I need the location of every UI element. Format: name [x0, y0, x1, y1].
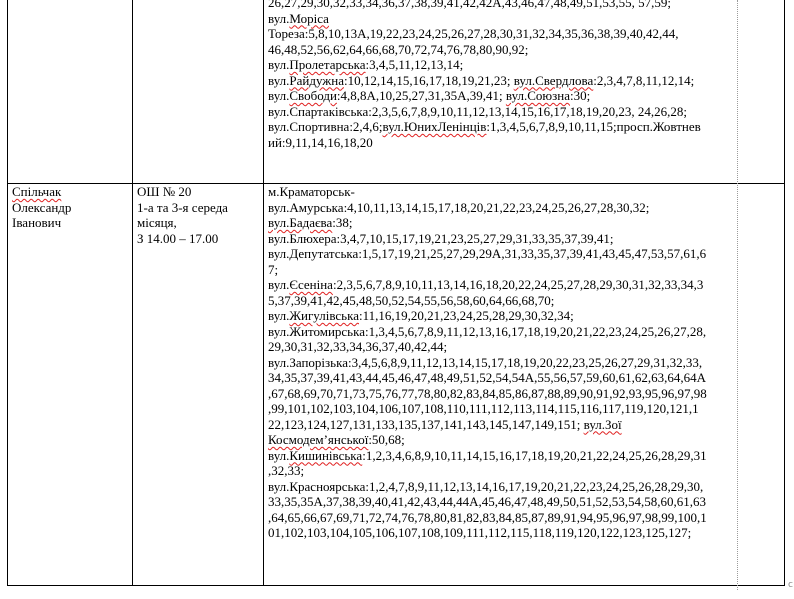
text-run: вул. [268, 88, 290, 103]
street-line [268, 88, 782, 104]
street-line [268, 448, 782, 464]
text-run: :50,68; [368, 432, 405, 447]
street-line [268, 262, 782, 278]
underlined-text: Космодем’янської [268, 432, 369, 447]
street-line [268, 510, 782, 526]
underlined-text: Жигулівська [289, 308, 359, 323]
underlined-text: Пролетарська [289, 57, 366, 72]
underlined-text: Свободи [289, 88, 337, 103]
street-line [268, 231, 782, 247]
street-line [268, 73, 782, 89]
name-cell-empty [8, 0, 133, 184]
street-line [268, 119, 782, 135]
text-run: :1,2,3,4,6,8,9,10,11,14,15,16,17,18,19,20,21,22,24,25,26,28,29,31 [362, 447, 707, 463]
text-run: 01,102,103,104,105,106,107,108,109,111,112,115,118,119,120,122,123,125,127; [268, 525, 692, 540]
street-line [268, 401, 782, 417]
text-run: вул.Красноярська:1,2,4,7,8,9,11,12,13,14,16,17,19,20,21,22,23,24,25,26,28,29,30, [268, 478, 704, 494]
underlined-text: Кишинівська [289, 447, 363, 463]
street-line [268, 0, 782, 11]
text-run: вул.Спортивна:2,4,6; [268, 119, 383, 134]
street-line [268, 57, 782, 73]
street-line [268, 525, 782, 541]
place-cell [133, 184, 264, 586]
street-line [268, 135, 782, 151]
street-line [268, 104, 782, 120]
place-cell-empty [133, 0, 264, 184]
underlined-text: вул.Свердлова [513, 72, 594, 88]
text-run: 26,27,29,30,32,33,34,36,37,38,39,41,42,42А,43,46,47,48,49,51,53,55, 57,59; [268, 0, 671, 10]
name-line: Олександр [12, 199, 72, 215]
underlined-text: Єсеніна [289, 277, 333, 292]
text-run: :11,16,19,20,21,23,24,25,28,29,30,32,34; [359, 308, 574, 323]
text-run: ,67,68,69,70,71,73,75,76,77,78,80,82,83,84,85,86,87,88,89,90,91,92,93,95,96,97,98 [268, 385, 707, 401]
street-line [268, 339, 782, 355]
street-line [268, 200, 782, 216]
text-run: вул.Блюхера:3,4,7,10,15,17,19,21,23,25,27,29,31,33,35,37,39,41; [268, 230, 614, 246]
text-run: вул. [268, 57, 290, 72]
text-run: :1,3,4,5,6,7,8,9,10,11,15;просп.Жовтнев [486, 119, 701, 134]
text-run: вул. [268, 308, 290, 323]
street-line [268, 42, 782, 58]
street-line [268, 355, 782, 371]
street-line [268, 463, 782, 479]
text-run: 5,37,39,41,42,45,48,50,52,54,55,56,58,60,64,66,68,70; [268, 292, 555, 308]
table-row [8, 184, 785, 586]
underlined-text: вул.Бадаєва [268, 215, 333, 230]
text-run: вул. [268, 447, 290, 463]
text-run: 33,35,35А,37,38,39,40,41,42,43,44,44А,45,46,47,48,49,50,51,52,53,54,58,60,61,63 [268, 494, 707, 509]
text-run: ий:9,11,14,16,18,20 [268, 134, 373, 150]
underlined-text: вул.ЮнихЛенінців [382, 119, 487, 134]
street-line [268, 417, 782, 433]
schedule-line: ОШ № 20 [137, 184, 192, 199]
text-run: м.Краматорськ- [268, 184, 355, 199]
street-line [268, 246, 782, 262]
text-run: 46,48,52,56,62,64,66,68,70,72,74,76,78,80,90,92; [268, 41, 529, 57]
reception-schedule [137, 184, 261, 246]
street-line [268, 324, 782, 340]
schedule-line: З 14.00 – 17.00 [137, 230, 219, 246]
underlined-text: Моріса [289, 10, 329, 26]
text-run: вул.Запорізька:3,4,5,6,8,9,11,12,13,14,15,17,18,19,20,22,23,25,26,27,29,31,32,33, [268, 354, 703, 370]
underlined-text: вул.Зої [583, 416, 622, 432]
street-line [268, 370, 782, 386]
text-run: :2,3,5,6,7,8,9,10,11,13,14,16,18,20,22,24,25,27,28,29,30,31,32,33,34,3 [332, 277, 704, 292]
street-line [268, 26, 782, 42]
margin-guide [737, 0, 738, 590]
street-line [268, 277, 782, 293]
text-run: Тореза:5,8,10,13А,19,22,23,24,25,26,27,28,30,31,32,34,35,36,38,39,40,42,44, [268, 26, 679, 41]
street-line [268, 11, 782, 27]
underlined-text: вул.Союзна [505, 88, 571, 103]
text-run: :38; [332, 215, 353, 230]
text-run: 22,123,124,127,131,133,135,137,141,143,145,147,149,151; [268, 416, 584, 432]
text-run: :30; [570, 88, 591, 103]
street-line [268, 432, 782, 448]
text-run: вул.Депутатська:1,5,17,19,21,25,27,29,29А,31,33,35,37,39,41,43,45,47,53,57,61,6 [268, 246, 707, 261]
text-run: вул.Спартаківська:2,3,5,6,7,8,9,10,11,12,13,14,15,16,17,18,19,20,23, 24,26,28; [268, 103, 688, 119]
street-line [268, 215, 782, 231]
underlined-text: Райдужна [289, 72, 344, 88]
text-run: ,32,33; [268, 463, 305, 478]
street-line [268, 184, 782, 200]
text-run: вул.Житомирська:1,3,4,5,6,7,8,9,11,12,13,16,17,18,19,20,21,22,23,24,25,26,27,28, [268, 323, 707, 339]
deputy-name [12, 184, 130, 231]
name-line: Іванович [12, 215, 62, 230]
text-run: 7; [268, 261, 279, 277]
schedule-line: 1-а та 3-я середа [137, 199, 228, 215]
corner-mark: с [788, 580, 793, 590]
name-cell [8, 184, 133, 586]
schedule-line: місяця, [137, 215, 177, 230]
text-run: вул. [268, 277, 290, 292]
text-run: вул. [268, 10, 290, 26]
street-line [268, 293, 782, 309]
text-run: :4,8,8А,10,25,27,31,35А,39,41; [336, 88, 506, 103]
streets-cell [264, 184, 785, 586]
text-run: ,64,65,66,67,69,71,72,74,76,78,80,81,82,83,84,85,87,89,91,94,95,96,97,98,99,100,1 [268, 509, 707, 525]
streets-cell [264, 0, 785, 184]
name-line: Спільчак [12, 184, 62, 199]
street-list [268, 0, 782, 150]
street-line [268, 479, 782, 495]
street-list [268, 184, 782, 541]
text-run: :3,4,5,11,12,13,14; [365, 57, 464, 72]
table-row [8, 0, 785, 184]
text-run: 29,30,31,32,33,34,36,37,40,42,44; [268, 339, 448, 354]
street-line [268, 386, 782, 402]
text-run: вул. [268, 72, 290, 88]
text-run: 34,35,37,39,41,43,44,45,46,47,48,49,51,52,54,54А,55,56,57,59,60,61,62,63,64,64А [268, 370, 707, 385]
text-run: :10,12,14,15,16,17,18,19,21,23; [343, 72, 514, 88]
address-table [7, 0, 785, 586]
text-run: ,99,101,102,103,104,106,107,108,110,111,112,113,114,115,116,117,119,120,121,1 [268, 401, 699, 416]
text-run: вул.Амурська:4,10,11,13,14,15,17,18,20,21,22,23,24,25,26,27,28,30,32; [268, 199, 650, 215]
street-line [268, 494, 782, 510]
text-run: :2,3,4,7,8,11,12,14; [593, 72, 695, 88]
street-line [268, 308, 782, 324]
